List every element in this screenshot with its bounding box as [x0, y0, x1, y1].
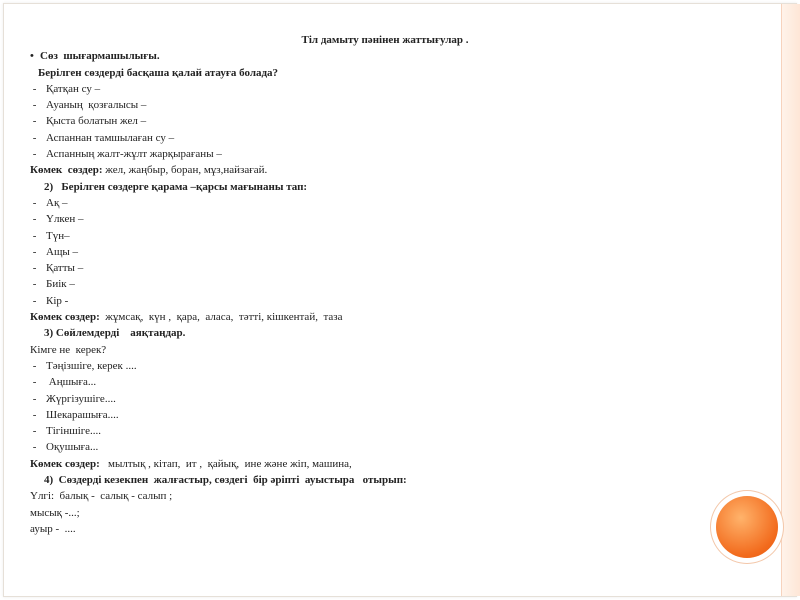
dash-marker: -: [30, 392, 37, 405]
section4-line3: ауыр - ....: [30, 522, 76, 535]
dash-marker: -: [30, 278, 37, 291]
section1-item: [30, 146, 710, 162]
section3-item: [30, 374, 710, 390]
dash-marker: -: [30, 148, 37, 161]
section3-item: [30, 358, 710, 374]
section3-item-text: Тігіншіге....: [46, 425, 102, 438]
dash-marker: -: [30, 441, 37, 454]
dash-marker: -: [30, 115, 37, 128]
section1-item-text: Аспаннан тамшылаған су –: [46, 131, 175, 144]
dash-marker: -: [30, 245, 37, 258]
section1-item: [30, 81, 710, 97]
dash-marker: -: [30, 82, 37, 95]
dash-marker: -: [30, 262, 37, 275]
dash-marker: -: [30, 213, 37, 226]
dash-marker: -: [30, 131, 37, 144]
section1-item: [30, 113, 710, 129]
section2-item: [30, 228, 710, 244]
section2-item: [30, 244, 710, 260]
section3-item-text: Шекарашыға....: [46, 408, 119, 421]
bullet-icon: •: [30, 50, 34, 63]
section3-item: [30, 439, 710, 455]
document-body: [30, 32, 710, 537]
section1-heading: • Сөз шығармашылығы.: [30, 48, 710, 64]
section2-item: [30, 195, 710, 211]
section3-help: Көмек сөздер: мылтық , кітап, ит , қайық, ине және жіп, машина,: [30, 457, 352, 470]
section1-help: Көмек сөздер: жел, жаңбыр, боран, мұз,найзағай.: [30, 164, 268, 177]
section3-item-text: Тәңізшіге, керек ....: [46, 359, 137, 372]
dash-marker: -: [30, 229, 37, 242]
side-decor-band: [781, 4, 800, 596]
section2-item: [30, 276, 710, 292]
section1-item-text: Ауаның қозғалысы –: [46, 99, 147, 112]
section2-item-text: Биік –: [46, 278, 75, 291]
section2-heading: 2) Берілген сөздерге қарама –қарсы мағынаны тап:: [44, 180, 308, 193]
section2-item-text: Түн–: [46, 229, 70, 242]
page-title: Тіл дамыту пәнінен жаттығулар .: [301, 34, 469, 46]
section1-item-text: Аспанның жалт-жұлт жарқырағаны –: [46, 148, 222, 161]
section3-heading: 3) Сөйлемдерді аяқтаңдар.: [44, 327, 186, 340]
section4-example: Үлгі: балық - салық - салып ;: [30, 490, 173, 503]
section1-item-text: Қатқан су –: [46, 82, 101, 95]
section2-item-text: Ақ –: [46, 196, 68, 209]
slide-frame: [3, 3, 797, 597]
dash-marker: -: [30, 196, 37, 209]
section3-item: [30, 407, 710, 423]
dash-marker: -: [30, 376, 37, 389]
section3-item: [30, 391, 710, 407]
dash-marker: -: [30, 359, 37, 372]
section4-heading: 4) Сөздерді кезекпен жалғастыр, сөздегі бір әріпті ауыстыра отырып:: [44, 474, 407, 487]
section3-item-text: Оқушыға...: [46, 441, 99, 454]
section2-item-text: Үлкен –: [46, 213, 84, 226]
section3-item-text: Аңшыға...: [46, 376, 97, 389]
dash-marker: -: [30, 408, 37, 421]
dash-marker: -: [30, 425, 37, 438]
section3-item: [30, 423, 710, 439]
section1-item-text: Қыста болатын жел –: [46, 115, 147, 128]
section2-item-text: Кір -: [46, 294, 69, 307]
section2-help: Көмек сөздер: жұмсақ, күн , қара, аласа, тәтті, кішкентай, таза: [30, 311, 343, 324]
section1-item: [30, 130, 710, 146]
section2-item: [30, 293, 710, 309]
section2-item-text: Ащы –: [46, 245, 79, 258]
section2-item-text: Қатты –: [46, 262, 84, 275]
section2-item: [30, 260, 710, 276]
section2-item: [30, 211, 710, 227]
section1-question: Берілген сөздерді басқаша қалай атауға болада?: [38, 66, 279, 79]
section3-question: Кімге не керек?: [30, 343, 107, 356]
dash-marker: -: [30, 99, 37, 112]
section1-item: [30, 97, 710, 113]
dash-marker: -: [30, 294, 37, 307]
orange-circle-decor: [716, 496, 778, 558]
section3-item-text: Жүргізушіге....: [46, 392, 116, 405]
section4-line2: мысық -...;: [30, 506, 80, 519]
